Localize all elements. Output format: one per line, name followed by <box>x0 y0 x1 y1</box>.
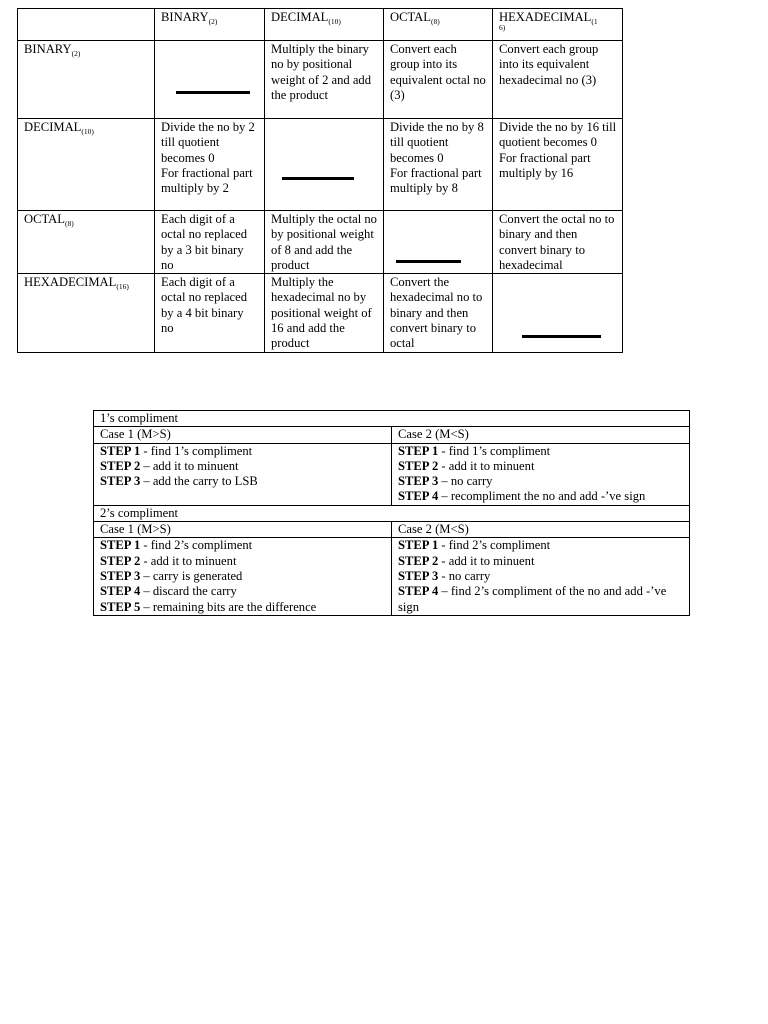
step-line: STEP 3 – no carry <box>398 474 493 489</box>
step-line: STEP 2 - add it to minuent <box>398 553 535 568</box>
row-label-octal: $OCTAL_{(8)}$ <box>18 211 155 274</box>
header-row <box>18 9 623 41</box>
twos-complement-title: 2’s compliment <box>94 505 690 521</box>
step-line: STEP 4 – discard the carry <box>100 584 237 599</box>
dash-mark <box>522 335 601 338</box>
row-octal <box>18 211 623 274</box>
ones-case-row <box>94 427 690 443</box>
cell-hex-hex <box>493 274 623 352</box>
ones-steps-row <box>94 443 690 505</box>
ones-case2-steps <box>392 443 690 505</box>
cell-octal-octal <box>384 211 493 274</box>
twos-title-row <box>94 505 690 521</box>
twos-steps-row <box>94 538 690 615</box>
dash-mark <box>396 260 461 263</box>
cell-binary-binary <box>155 41 265 119</box>
cell-hex-binary: Each digit of a octal no replaced by a 4 bit binary no <box>155 274 265 352</box>
cell-hex-octal: Convert the hexadecimal no to binary and then convert binary to octal <box>384 274 493 352</box>
step-line: STEP 1 - find 2’s compliment <box>100 538 253 553</box>
row-hexadecimal <box>18 274 623 352</box>
cell-decimal-binary: Divide the no by 2 till quotient becomes 0 For fractional part multiply by 2 <box>155 119 265 211</box>
cell-octal-hex: Convert the octal no to binary and then convert binary to hexadecimal <box>493 211 623 274</box>
cell-decimal-hex: Divide the no by 16 till quotient becomes 0 For fractional part multiply by 16 <box>493 119 623 211</box>
dash-mark <box>176 91 250 94</box>
step-line: STEP 2 – add it to minuent <box>100 458 239 473</box>
step-line: STEP 4 – find 2’s compliment of the no and add -’ve sign <box>398 584 667 614</box>
step-line: STEP 4 – recompliment the no and add -’ve sign <box>398 489 646 504</box>
conversion-table <box>17 8 623 353</box>
row-label-hexadecimal: $HEXADECIMAL_{(16)}$ <box>18 274 155 352</box>
header-binary: $BINARY_{(2)}$ <box>155 9 265 41</box>
row-label-binary: $BINARY_{(2)}$ <box>18 41 155 119</box>
twos-case2-steps <box>392 538 690 615</box>
cell-decimal-octal: Divide the no by 8 till quotient becomes 0 For fractional part multiply by 8 <box>384 119 493 211</box>
step-line: STEP 1 - find 1’s compliment <box>100 443 253 458</box>
row-decimal <box>18 119 623 211</box>
step-line: STEP 3 – add the carry to LSB <box>100 474 258 489</box>
step-line: STEP 2 - add it to minuent <box>398 458 535 473</box>
ones-case1-label: Case 1 (M>S) <box>94 427 392 443</box>
ones-complement-title: 1’s compliment <box>94 411 690 427</box>
complement-table <box>93 410 690 616</box>
step-line: STEP 3 – carry is generated <box>100 568 243 583</box>
cell-octal-decimal: Multiply the octal no by positional weight of 8 and add the product <box>265 211 384 274</box>
step-line: STEP 5 – remaining bits are the difference <box>100 599 317 614</box>
cell-binary-hex: Convert each group into its equivalent hexadecimal no (3) <box>493 41 623 119</box>
row-label-decimal: $DECIMAL_{(10)}$ <box>18 119 155 211</box>
ones-case1-steps <box>94 443 392 505</box>
row-binary <box>18 41 623 119</box>
ones-case2-label: Case 2 (M<S) <box>392 427 690 443</box>
header-decimal: $DECIMAL_{(10)}$ <box>265 9 384 41</box>
step-line: STEP 3 - no carry <box>398 568 491 583</box>
step-line: STEP 1 - find 1’s compliment <box>398 443 551 458</box>
twos-case1-steps <box>94 538 392 615</box>
cell-octal-binary: Each digit of a octal no replaced by a 3 bit binary no <box>155 211 265 274</box>
step-line: STEP 2 - add it to minuent <box>100 553 237 568</box>
twos-case-row <box>94 522 690 538</box>
dash-mark <box>282 177 354 180</box>
corner-cell <box>18 9 155 41</box>
header-hexadecimal: $HEXADECIMAL_{(1}$ 6) <box>493 9 623 41</box>
ones-title-row <box>94 411 690 427</box>
step-line: STEP 1 - find 2’s compliment <box>398 538 551 553</box>
twos-case2-label: Case 2 (M<S) <box>392 522 690 538</box>
cell-hex-decimal: Multiply the hexadecimal no by positional weight of 16 and add the product <box>265 274 384 352</box>
twos-case1-label: Case 1 (M>S) <box>94 522 392 538</box>
header-octal: $OCTAL_{(8)}$ <box>384 9 493 41</box>
cell-binary-octal: Convert each group into its equivalent octal no (3) <box>384 41 493 119</box>
cell-decimal-decimal <box>265 119 384 211</box>
cell-binary-decimal: Multiply the binary no by positional weight of 2 and add the product <box>265 41 384 119</box>
